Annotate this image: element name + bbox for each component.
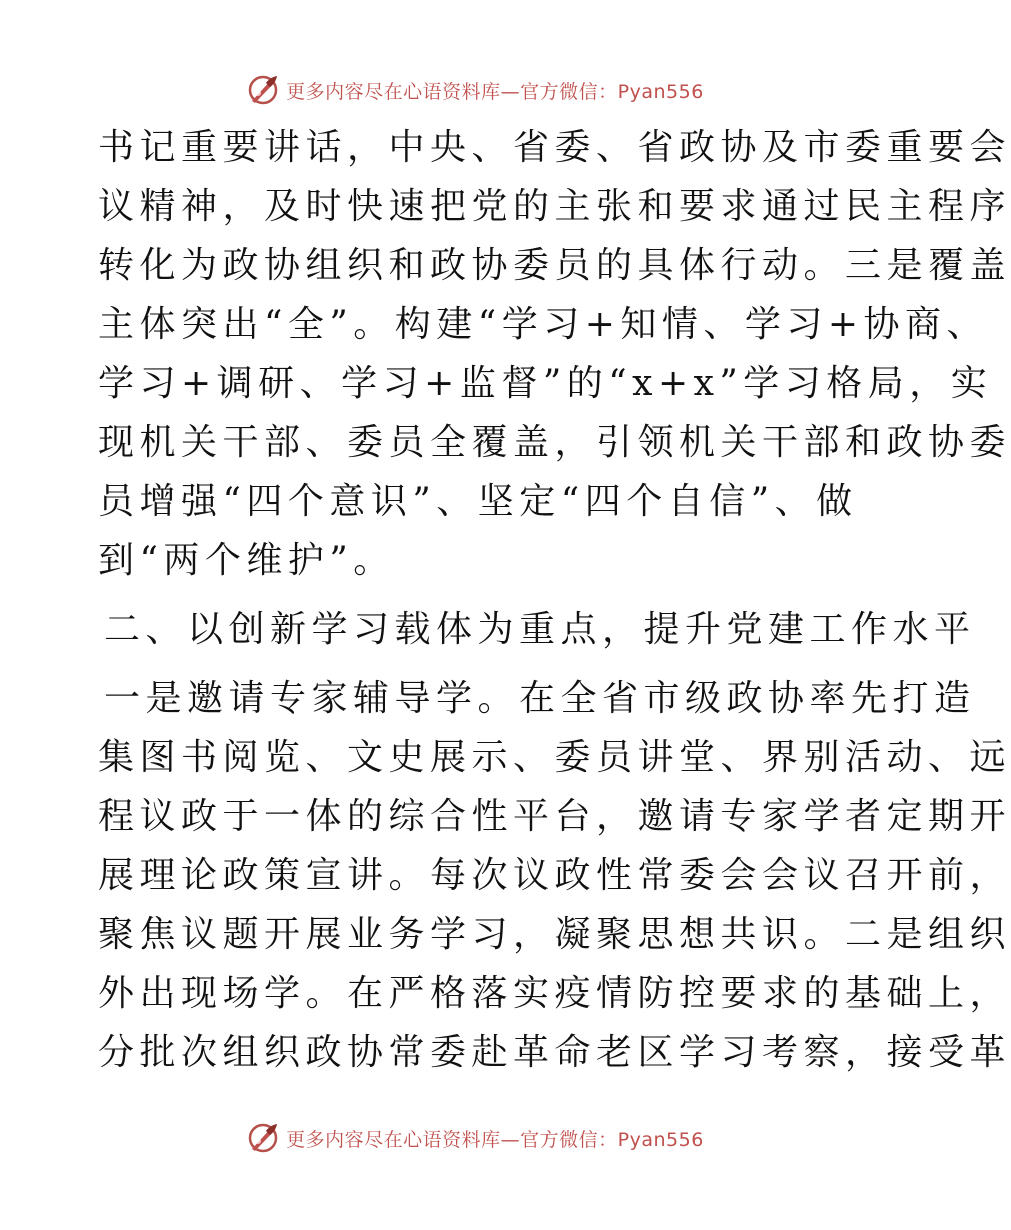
header-banner [0, 70, 950, 110]
quill-pen-logo-icon [246, 73, 280, 107]
wechat-id: Pyan556 [617, 1128, 704, 1151]
document-body [98, 118, 1011, 1082]
text-line: 外出现场学。在严格落实疫情防控要求的基础上， [98, 973, 1011, 1014]
text-line: 一是邀请专家辅导学。在全省市级政协率先打造 [104, 678, 976, 719]
text-line: 议精神，及时快速把党的主张和要求通过民主程序 [98, 186, 1011, 227]
text-line: 书记重要讲话，中央、省委、省政协及市委重要会 [98, 127, 1011, 168]
wechat-id: Pyan556 [617, 80, 704, 103]
text-line: 转化为政协组织和政协委员的具体行动。三是覆盖 [98, 245, 1011, 286]
footer-banner-text: 更多内容尽在心语资料库—官方微信：Pyan556 [286, 1128, 704, 1151]
text-line: 员增强“四个意识”、坚定“四个自信”、做 [98, 481, 858, 522]
text-line: 现机关干部、委员全覆盖，引领机关干部和政协委 [98, 422, 1011, 463]
section-heading: 二、以创新学习载体为重点，提升党建工作水平 [104, 609, 976, 650]
text-line: 学习+调研、学习+监督”的“x+x”学习格局，实 [98, 363, 993, 404]
text-line: 到“两个维护”。 [98, 540, 395, 581]
header-banner-text: 更多内容尽在心语资料库—官方微信：Pyan556 [286, 80, 704, 103]
text-line: 分批次组织政协常委赴革命老区学习考察，接受革 [98, 1032, 1011, 1073]
text-line: 主体突出“全”。构建“学习+知情、学习+协商、 [98, 304, 989, 345]
text-line: 集图书阅览、文史展示、委员讲堂、界别活动、远 [98, 737, 1011, 778]
text-line: 程议政于一体的综合性平台，邀请专家学者定期开 [98, 796, 1011, 837]
text-line: 展理论政策宣讲。每次议政性常委会会议召开前， [98, 855, 1011, 896]
footer-banner [0, 1118, 950, 1158]
text-line: 聚焦议题开展业务学习，凝聚思想共识。二是组织 [98, 914, 1011, 955]
quill-pen-logo-icon [246, 1121, 280, 1155]
